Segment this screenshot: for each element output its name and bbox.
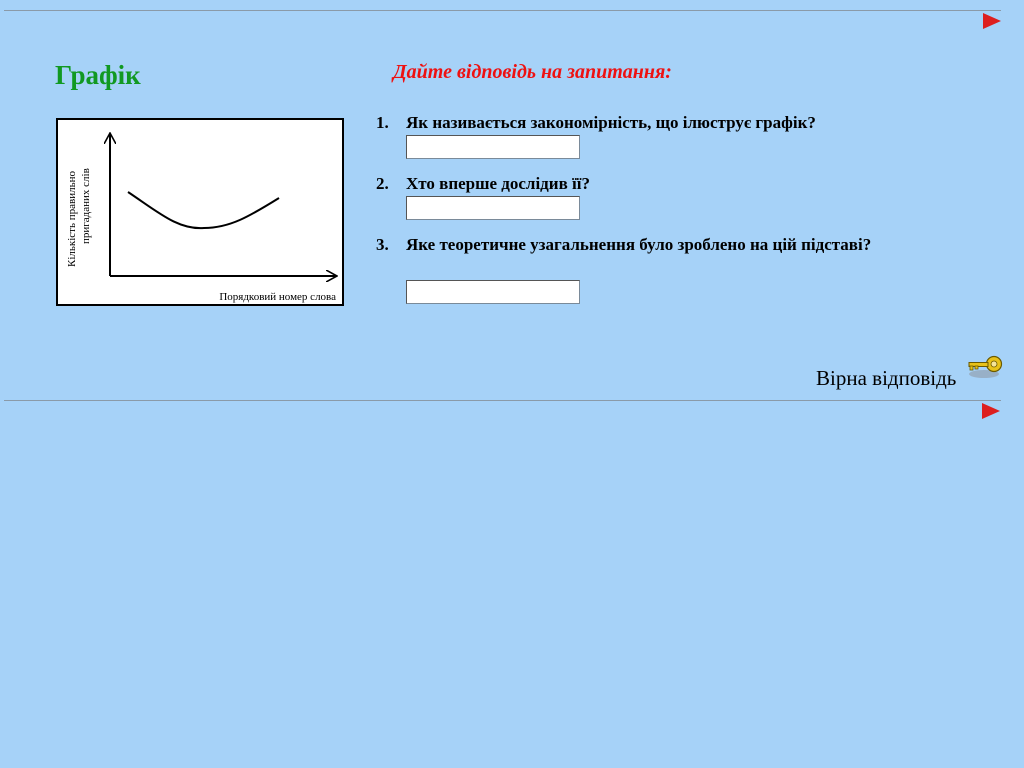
answer-field-3[interactable] xyxy=(406,280,580,304)
correct-answer-link[interactable]: Вірна відповідь xyxy=(816,366,957,390)
question-text: Хто вперше дослідив її? xyxy=(406,174,590,193)
next-arrow-icon[interactable] xyxy=(983,13,1001,29)
x-axis-label: Порядковий номер слова xyxy=(219,291,336,303)
graph-figure xyxy=(56,118,344,306)
next-arrow-icon[interactable] xyxy=(982,403,1000,419)
y-axis-label xyxy=(66,124,106,274)
key-icon[interactable] xyxy=(966,352,1004,386)
y-axis-label-line2: пригаданих слів xyxy=(80,168,92,244)
question-number: 2. xyxy=(376,174,389,193)
answer-field-2[interactable] xyxy=(406,196,580,220)
curve xyxy=(128,192,279,228)
answer-field-1[interactable] xyxy=(406,135,580,159)
page-title: Графік xyxy=(55,60,141,90)
question-number: 1. xyxy=(376,113,389,132)
bottom-divider xyxy=(4,400,1001,401)
question-text: Яке теоретичне узагальнення було зроблено на цій підставі? xyxy=(406,235,872,254)
y-axis-label-line1: Кількість правильно xyxy=(66,171,78,267)
question-text: Як називається закономірність, що ілюструє графік? xyxy=(406,113,816,132)
top-divider xyxy=(4,10,1001,11)
prompt-heading: Дайте відповідь на запитання: xyxy=(393,61,672,83)
question-number: 3. xyxy=(376,235,389,254)
